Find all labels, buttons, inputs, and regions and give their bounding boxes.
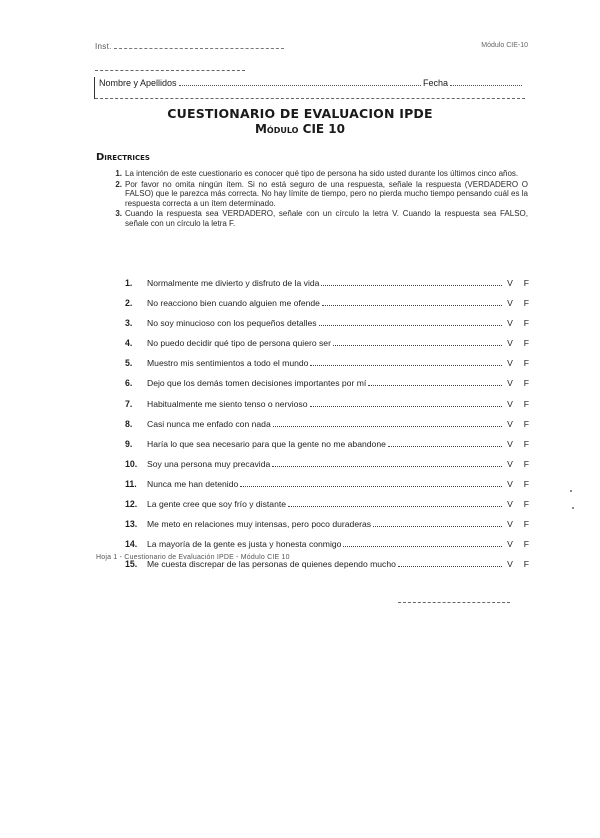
question-row bbox=[125, 358, 529, 378]
question-number: 3. bbox=[125, 318, 133, 329]
instruction-number: 1. bbox=[115, 169, 122, 178]
page-title: CUESTIONARIO DE EVALUACION IPDE bbox=[167, 106, 433, 121]
name-field[interactable] bbox=[179, 77, 421, 86]
question-text: La mayoría de la gente es justa y honesta conmigo bbox=[147, 539, 342, 550]
question-text: No puedo decidir qué tipo de persona quiero ser bbox=[147, 338, 331, 349]
answer-true[interactable]: V bbox=[507, 519, 513, 530]
question-leader bbox=[333, 339, 502, 346]
date-field[interactable] bbox=[450, 77, 522, 86]
question-row bbox=[125, 459, 529, 479]
question-leader bbox=[240, 480, 502, 487]
header-module: Módulo CIE-10 bbox=[481, 42, 528, 49]
answer-false[interactable]: F bbox=[523, 298, 529, 309]
answer-true[interactable]: V bbox=[507, 458, 513, 469]
question-text: Casi nunca me enfado con nada bbox=[147, 418, 271, 429]
question-text: Habitualmente me siento tenso o nervioso bbox=[147, 398, 308, 409]
question-number: 9. bbox=[125, 438, 133, 449]
question-leader bbox=[322, 299, 502, 306]
question-leader bbox=[272, 460, 502, 467]
instruction-item bbox=[110, 180, 528, 209]
answer-true[interactable]: V bbox=[507, 418, 513, 429]
instruction-text: Por favor no omita ningún ítem. Si no está seguro de una respuesta, señale la respuesta (VERDADERO O FALSO) que le parezca más correcta. No hay límite de tiempo, pero no pierda mucho tiempo pensando cuál es la respuesta correcta a un ítem determinado. bbox=[125, 179, 528, 208]
question-number: 5. bbox=[125, 358, 133, 369]
question-text: Soy una persona muy precavida bbox=[147, 458, 271, 469]
answer-false[interactable]: F bbox=[523, 358, 529, 369]
question-row bbox=[125, 318, 529, 338]
question-number: 7. bbox=[125, 398, 133, 409]
answer-false[interactable]: F bbox=[523, 499, 529, 510]
question-number: 15. bbox=[125, 559, 138, 570]
question-row bbox=[125, 439, 529, 459]
question-text: No soy minucioso con los pequeños detalles bbox=[147, 318, 317, 329]
question-leader bbox=[398, 560, 502, 567]
answer-true[interactable]: V bbox=[507, 559, 513, 570]
answer-false[interactable]: F bbox=[523, 519, 529, 530]
answer-true[interactable]: V bbox=[507, 298, 513, 309]
question-number: 1. bbox=[125, 278, 133, 288]
scan-speck bbox=[570, 490, 572, 492]
question-row bbox=[125, 559, 529, 579]
question-row bbox=[125, 499, 529, 519]
answer-false[interactable]: F bbox=[523, 318, 529, 329]
question-text: Dejo que los demás tomen decisiones importantes por mí bbox=[147, 378, 367, 389]
question-text: La gente cree que soy frío y distante bbox=[147, 499, 287, 510]
answer-true[interactable]: V bbox=[507, 378, 513, 389]
question-row bbox=[125, 399, 529, 419]
answer-true[interactable]: V bbox=[507, 478, 513, 489]
answer-true[interactable]: V bbox=[507, 358, 513, 369]
question-text: Muestro mis sentimientos a todo el mundo bbox=[147, 358, 309, 369]
instruction-text: Cuando la respuesta sea VERDADERO, señale con un círculo la letra V. Cuando la respuesta sea FALSO, señale con un círculo la letra F. bbox=[125, 209, 528, 228]
page-footer: Hoja 1 - Cuestionario de Evaluación IPDE - Módulo CIE 10 bbox=[96, 554, 290, 561]
question-number: 6. bbox=[125, 378, 133, 389]
answer-true[interactable]: V bbox=[507, 338, 513, 349]
form-dash-divider bbox=[95, 98, 525, 99]
instruction-number: 2. bbox=[115, 179, 122, 189]
answer-false[interactable]: F bbox=[523, 418, 529, 429]
answer-false[interactable]: F bbox=[523, 278, 529, 288]
answer-false[interactable]: F bbox=[523, 539, 529, 550]
question-row bbox=[125, 298, 529, 318]
answer-true[interactable]: V bbox=[507, 398, 513, 409]
question-number: 14. bbox=[125, 539, 138, 550]
question-text: Me meto en relaciones muy intensas, pero poco duraderas bbox=[147, 519, 372, 530]
question-text: Me cuesta discrepar de las personas de quienes dependo mucho bbox=[147, 559, 396, 570]
question-leader bbox=[310, 400, 502, 407]
question-leader bbox=[368, 379, 502, 386]
question-row bbox=[125, 419, 529, 439]
question-leader bbox=[373, 520, 502, 527]
question-leader bbox=[321, 279, 502, 286]
question-leader bbox=[343, 540, 502, 547]
question-number: 2. bbox=[125, 298, 133, 309]
question-leader bbox=[319, 319, 502, 326]
answer-true[interactable]: V bbox=[507, 499, 513, 510]
instruction-number: 3. bbox=[115, 209, 122, 219]
header-institution-line bbox=[114, 48, 284, 49]
question-number: 13. bbox=[125, 519, 138, 530]
question-leader bbox=[288, 500, 502, 507]
instructions-list bbox=[110, 169, 528, 230]
answer-false[interactable]: F bbox=[523, 478, 529, 489]
question-row bbox=[125, 278, 529, 298]
header-dash-divider bbox=[95, 70, 245, 71]
name-date-row bbox=[94, 77, 524, 89]
question-leader bbox=[273, 420, 502, 427]
question-number: 10. bbox=[125, 458, 138, 469]
answer-true[interactable]: V bbox=[507, 318, 513, 329]
answer-false[interactable]: F bbox=[523, 438, 529, 449]
header-institution bbox=[95, 42, 284, 51]
date-label: Fecha bbox=[422, 78, 448, 88]
page-subtitle: Módulo CIE 10 bbox=[254, 122, 345, 136]
question-row bbox=[125, 338, 529, 358]
question-leader bbox=[388, 440, 502, 447]
question-text: Normalmente me divierto y disfruto de la vida bbox=[147, 278, 320, 288]
instruction-text: La intención de este cuestionario es conocer qué tipo de persona ha sido usted durante los últimos cinco años. bbox=[125, 169, 519, 178]
question-leader bbox=[310, 359, 502, 366]
header-institution-label: Inst. bbox=[95, 42, 112, 51]
question-text: Nunca me han detenido bbox=[147, 478, 239, 489]
question-number: 12. bbox=[125, 499, 138, 510]
question-text: Haría lo que sea necesario para que la gente no me abandone bbox=[147, 438, 386, 449]
question-number: 4. bbox=[125, 338, 133, 349]
answer-true[interactable]: V bbox=[507, 539, 513, 550]
scan-speck bbox=[572, 507, 574, 509]
question-number: 11. bbox=[125, 478, 137, 489]
answer-false[interactable]: F bbox=[523, 338, 529, 349]
question-row bbox=[125, 479, 529, 499]
answer-false[interactable]: F bbox=[523, 559, 529, 570]
answer-false[interactable]: F bbox=[523, 398, 529, 409]
answer-true[interactable]: V bbox=[507, 438, 513, 449]
instruction-item bbox=[110, 209, 528, 228]
question-row bbox=[125, 378, 529, 398]
answer-false[interactable]: F bbox=[523, 458, 529, 469]
name-label: Nombre y Apellidos bbox=[99, 78, 177, 88]
bottom-dash-mark bbox=[398, 602, 510, 603]
question-text: No reacciono bien cuando alguien me ofende bbox=[147, 298, 320, 309]
question-list bbox=[125, 278, 529, 579]
answer-true[interactable]: V bbox=[507, 278, 513, 288]
instruction-item bbox=[110, 169, 528, 179]
question-row bbox=[125, 519, 529, 539]
section-title: Directrices bbox=[96, 152, 150, 163]
question-number: 8. bbox=[125, 418, 133, 429]
answer-false[interactable]: F bbox=[523, 378, 529, 389]
